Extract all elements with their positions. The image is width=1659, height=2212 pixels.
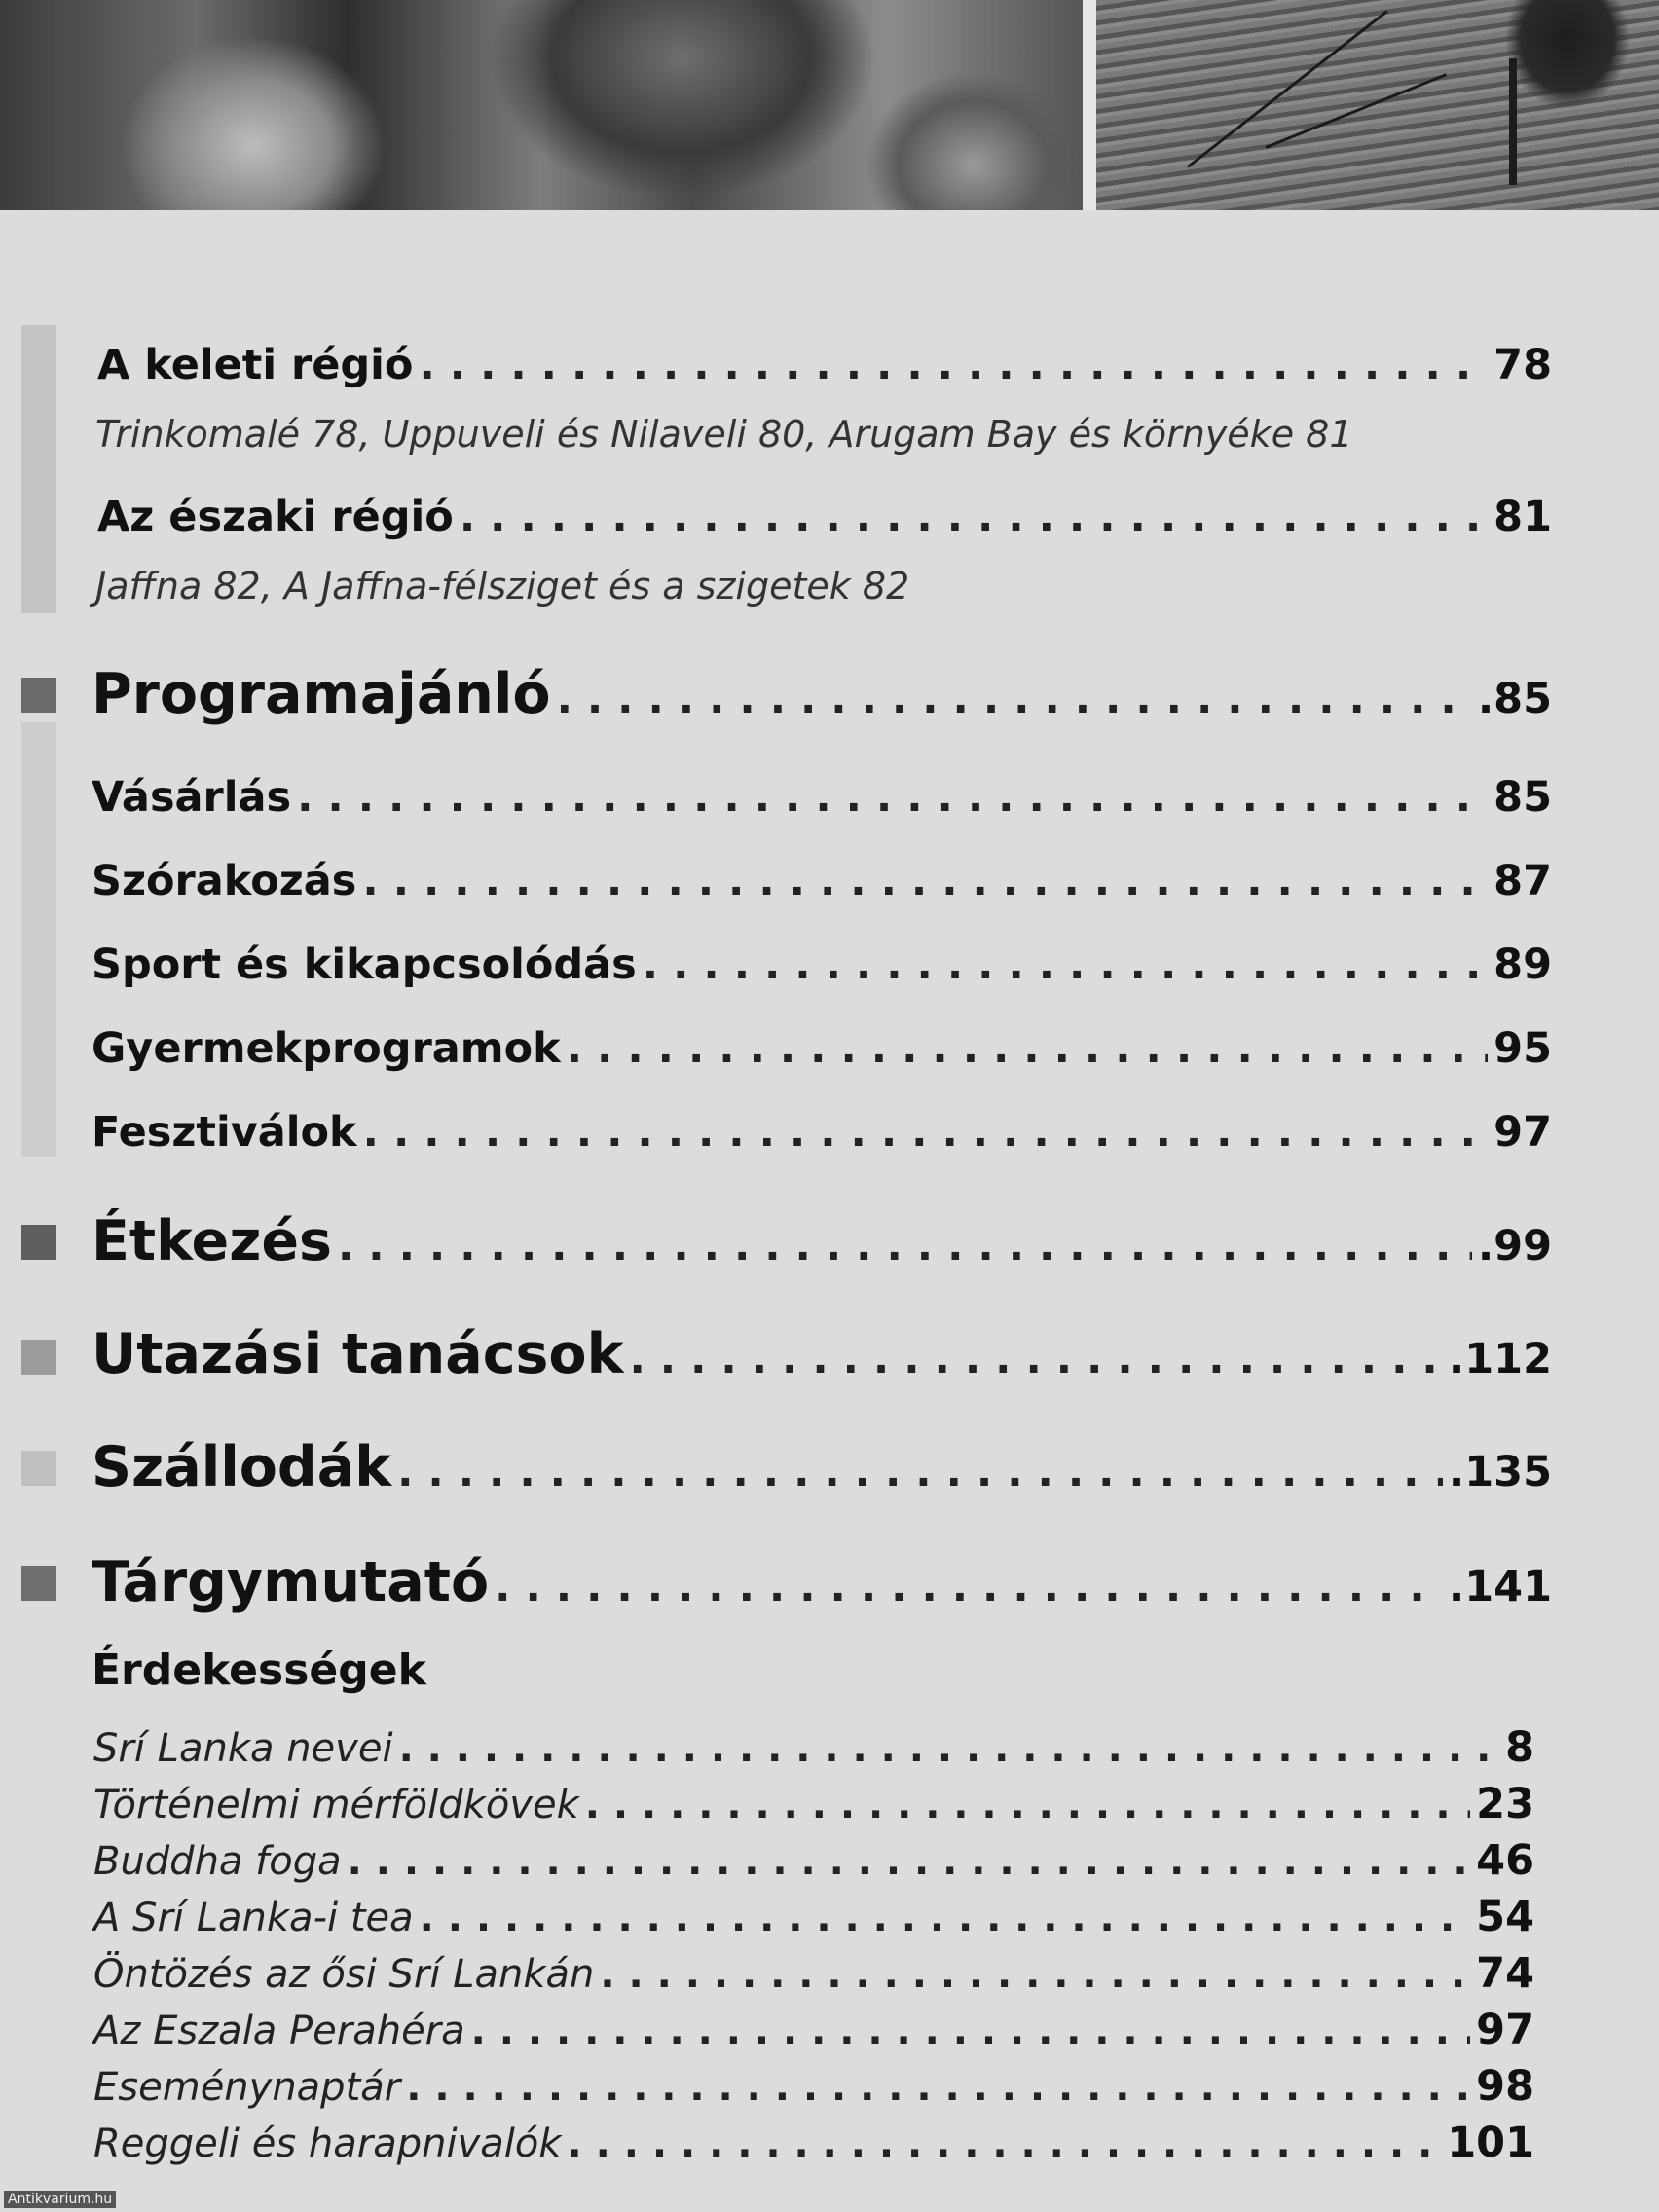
toc-section-hotels[interactable] xyxy=(92,1435,1552,1499)
leader-dots xyxy=(568,2121,1442,2166)
feature-label: Buddha foga xyxy=(93,1839,342,1884)
toc-entry-entertainment[interactable] xyxy=(92,857,1552,905)
leader-dots xyxy=(348,1839,1471,1884)
toc-section-travel-tips[interactable] xyxy=(92,1322,1552,1386)
feature-label: Történelmi mérföldkövek xyxy=(93,1783,579,1827)
toc-page-number: 97 xyxy=(1493,1108,1552,1157)
section-tab-hotels xyxy=(21,1451,56,1486)
leader-dots xyxy=(471,2009,1471,2053)
leader-dots xyxy=(406,2065,1470,2110)
toc-section-dining[interactable] xyxy=(92,1209,1552,1273)
leader-dots xyxy=(399,1726,1500,1771)
leader-dots xyxy=(363,1108,1489,1157)
toc-entry-northern[interactable] xyxy=(97,493,1552,541)
toc-entry-details: Jaffna 82, A Jaffna-félsziget és a szigetek 82 xyxy=(95,565,910,608)
toc-page-number: 89 xyxy=(1493,940,1552,989)
feature-page-number: 97 xyxy=(1476,2006,1534,2054)
feature-page-number: 98 xyxy=(1476,2062,1534,2111)
feature-entry[interactable] xyxy=(93,1836,1534,1885)
feature-entry[interactable] xyxy=(93,2062,1534,2111)
leader-dots xyxy=(397,1448,1443,1496)
stilt-pole xyxy=(1509,58,1517,185)
toc-entry-label: Gyermekprogramok xyxy=(92,1024,561,1073)
leader-dots xyxy=(585,1783,1470,1827)
toc-entry-label: Fesztiválok xyxy=(92,1108,357,1157)
section-tab-travel xyxy=(21,1340,56,1375)
leader-dots xyxy=(297,773,1488,822)
toc-page-number: 87 xyxy=(1493,857,1552,905)
toc-entry-label: Az északi régió xyxy=(97,493,454,541)
feature-page-number: 23 xyxy=(1476,1780,1534,1828)
watermark: Antikvarium.hu xyxy=(4,2191,116,2208)
leader-dots xyxy=(419,341,1488,389)
toc-section-label: Étkezés xyxy=(92,1209,332,1273)
toc-section-label: Programajánló xyxy=(92,662,551,726)
feature-entry[interactable] xyxy=(93,1723,1534,1772)
toc-page-number: .99 xyxy=(1477,1222,1552,1271)
feature-label: Öntözés az ősi Srí Lankán xyxy=(93,1952,595,1997)
feature-page-number: 101 xyxy=(1447,2119,1534,2167)
toc-entry-label: Vásárlás xyxy=(92,773,292,822)
toc-entry-details: Trinkomalé 78, Uppuveli és Nilaveli 80, Arugam Bay és környéke 81 xyxy=(95,413,1353,456)
leader-dots xyxy=(495,1563,1443,1611)
feature-entry[interactable] xyxy=(93,1780,1534,1828)
section-tab-programs xyxy=(21,678,56,713)
section-tab-bar xyxy=(21,325,56,613)
section-tab-index xyxy=(21,1566,56,1601)
leader-dots xyxy=(338,1222,1472,1271)
toc-entry-shopping[interactable] xyxy=(92,773,1552,822)
leader-dots xyxy=(567,1024,1488,1073)
feature-page-number: 74 xyxy=(1476,1949,1534,1998)
toc-page-number: .85 xyxy=(1477,675,1552,723)
feature-label: Eseménynaptár xyxy=(93,2065,401,2110)
feature-page-number: 8 xyxy=(1505,1723,1534,1772)
section-tab-bar xyxy=(21,722,56,1157)
toc-entry-sport[interactable] xyxy=(92,940,1552,989)
toc-section-label: Szállodák xyxy=(92,1435,392,1499)
toc-page-number: .135 xyxy=(1448,1448,1552,1496)
toc-section-index[interactable] xyxy=(92,1550,1552,1614)
leader-dots xyxy=(362,857,1488,905)
market-photo xyxy=(0,0,1083,210)
feature-label: A Srí Lanka-i tea xyxy=(93,1896,414,1940)
toc-section-programs[interactable] xyxy=(92,662,1552,726)
toc-page-number: 85 xyxy=(1493,773,1552,822)
feature-entry[interactable] xyxy=(93,1949,1534,1998)
leader-dots xyxy=(643,940,1488,989)
toc-page-number: .112 xyxy=(1448,1335,1552,1383)
toc-page-number: .141 xyxy=(1448,1563,1552,1611)
toc-entry-label: Szórakozás xyxy=(92,857,357,905)
toc-section-label: Utazási tanácsok xyxy=(92,1322,624,1386)
photo-strip xyxy=(0,0,1659,210)
leader-dots xyxy=(629,1335,1442,1383)
toc-section-label: Tárgymutató xyxy=(92,1550,490,1614)
toc-entry-kids[interactable] xyxy=(92,1024,1552,1073)
fisherman-silhouette xyxy=(1460,0,1645,146)
feature-label: Reggeli és harapnivalók xyxy=(93,2121,562,2166)
feature-entry[interactable] xyxy=(93,2006,1534,2054)
toc-entry-label: Sport és kikapcsolódás xyxy=(92,940,637,989)
features-heading: Érdekességek xyxy=(92,1645,426,1695)
toc-page-number: 81 xyxy=(1493,493,1552,541)
feature-page-number: 46 xyxy=(1476,1836,1534,1885)
toc-page-number: 95 xyxy=(1493,1024,1552,1073)
toc-entry-eastern[interactable] xyxy=(97,341,1552,389)
toc-page-number: 78 xyxy=(1493,341,1552,389)
feature-entry[interactable] xyxy=(93,1893,1534,1941)
leader-dots xyxy=(557,675,1472,723)
leader-dots xyxy=(460,493,1488,541)
toc-entry-label: A keleti régió xyxy=(97,341,414,389)
leader-dots xyxy=(600,1952,1470,1997)
feature-label: Srí Lanka nevei xyxy=(93,1726,393,1771)
section-tab-dining xyxy=(21,1225,56,1260)
feature-page-number: 54 xyxy=(1476,1893,1534,1941)
toc-entry-festivals[interactable] xyxy=(92,1108,1552,1157)
leader-dots xyxy=(420,1896,1471,1940)
feature-label: Az Eszala Perahéra xyxy=(93,2009,465,2053)
feature-entry[interactable] xyxy=(93,2119,1534,2167)
